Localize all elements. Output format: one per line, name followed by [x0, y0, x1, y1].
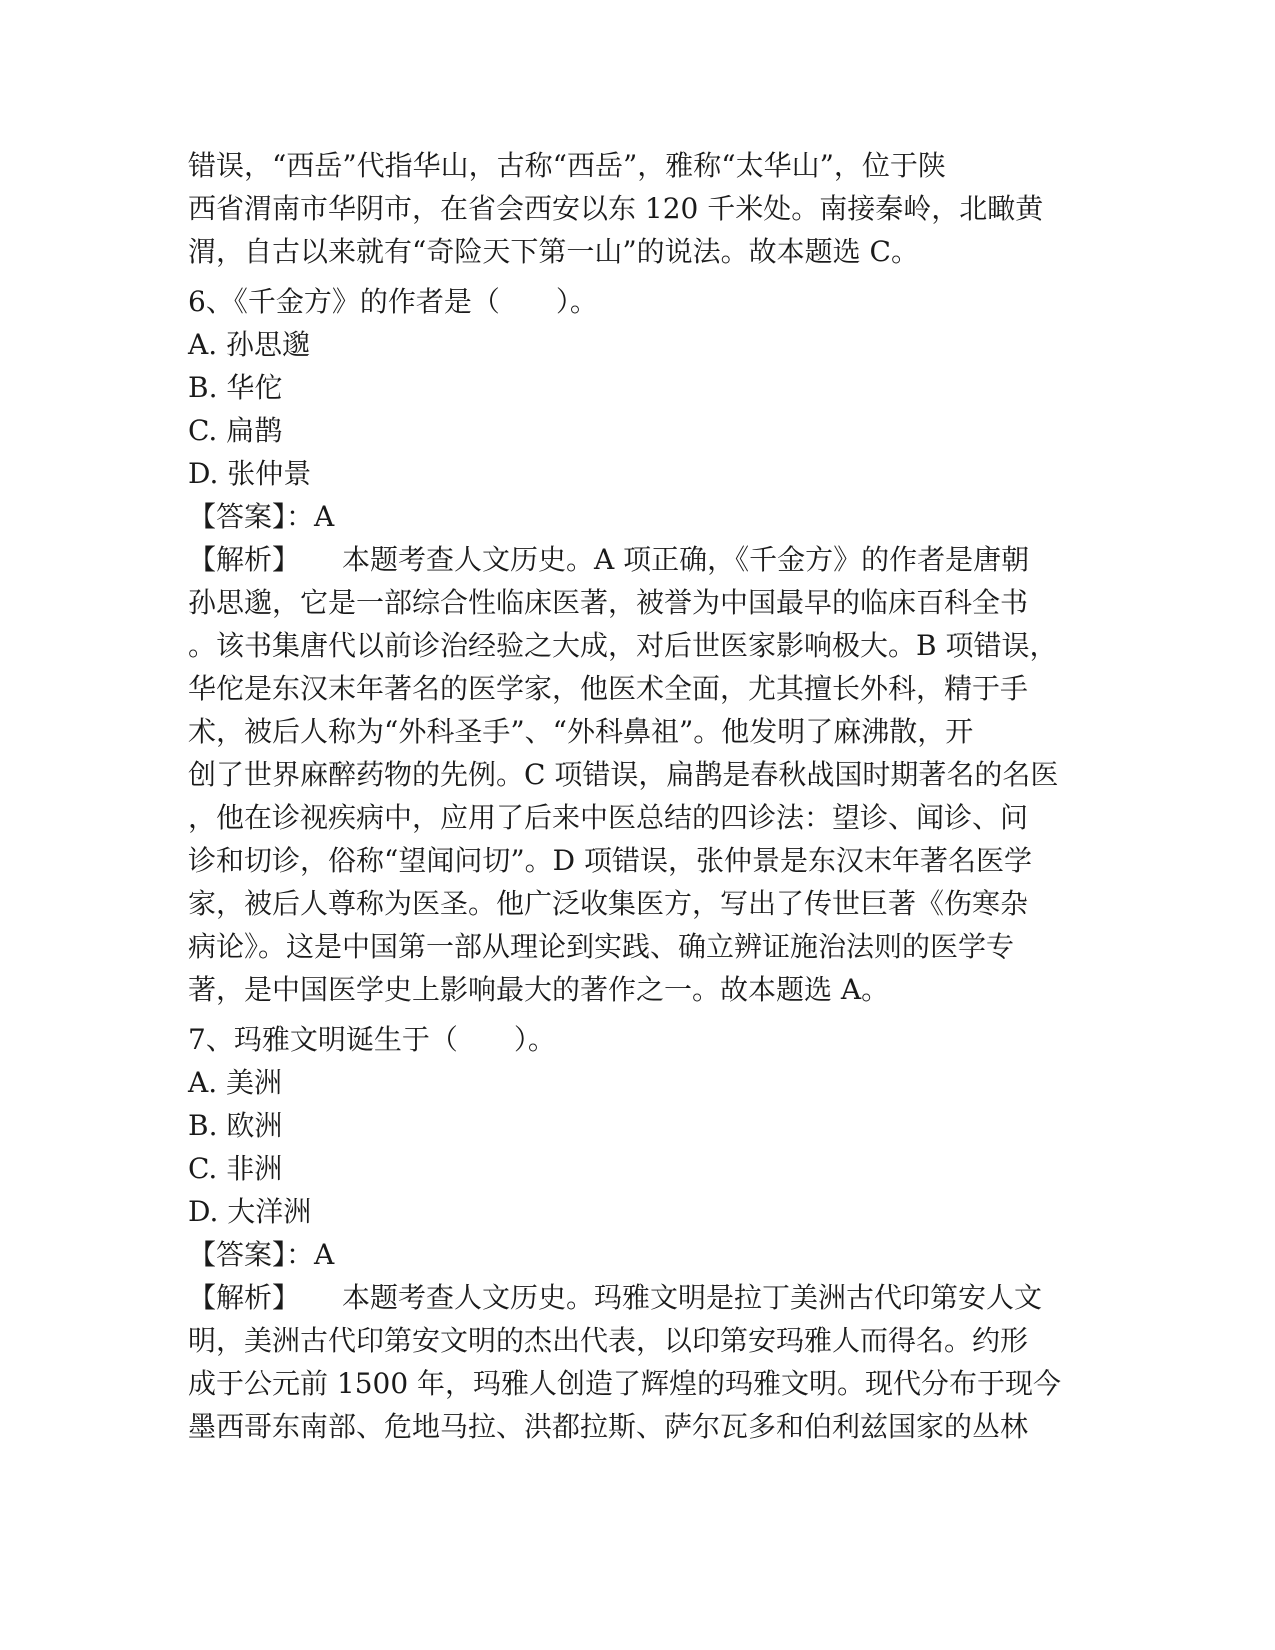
question-6-analysis-line: 本题考查人文历史。A 项正确，《千金方》的作者是唐朝 [342, 543, 1030, 576]
question-7-analysis-line: 本题考查人文历史。玛雅文明是拉丁美洲古代印第安人文 [342, 1281, 1043, 1314]
question-6-option-a: A. 孙思邈 [188, 328, 311, 361]
question-6-analysis-line: 华佗是东汉末年著名的医学家，他医术全面，尤其擅长外科，精于手 [188, 672, 1029, 705]
prev-analysis-block [188, 144, 1088, 273]
question-6-analysis-line: 孙思邈，它是一部综合性临床医著，被誉为中国最早的临床百科全书 [188, 586, 1029, 619]
question-7-text: 7、玛雅文明诞生于（ ）。 [188, 1023, 556, 1056]
question-6-block [188, 280, 1088, 1011]
question-6-analysis-first-line [188, 538, 1088, 581]
question-7-answer: 【答案】：A [188, 1238, 335, 1271]
question-7-analysis-line: 明，美洲古代印第安文明的杰出代表，以印第安玛雅人而得名。约形 [188, 1324, 1029, 1357]
question-6-analysis-line: ，他在诊视疾病中，应用了后来中医总结的四诊法：望诊、闻诊、问 [188, 801, 1029, 834]
question-6-answer: 【答案】：A [188, 500, 335, 533]
question-7-option-b: B. 欧洲 [188, 1109, 283, 1142]
document-content [188, 144, 1088, 1448]
question-6-option-d: D. 张仲景 [188, 457, 312, 490]
question-6-analysis-line: 诊和切诊，俗称“望闻问切”。D 项错误，张仲景是东汉末年著名医学 [188, 844, 1032, 877]
question-6-analysis-line: 病论》。这是中国第一部从理论到实践、确立辨证施治法则的医学专 [188, 930, 1015, 963]
question-6-analysis-line: 术，被后人称为“外科圣手”、“外科鼻祖”。他发明了麻沸散，开 [188, 715, 974, 748]
question-7-analysis-label: 【解析】 [188, 1281, 301, 1314]
question-7-option-a: A. 美洲 [188, 1066, 283, 1099]
question-7-option-c: C. 非洲 [188, 1152, 283, 1185]
question-7-analysis-line: 成于公元前 1500 年，玛雅人创造了辉煌的玛雅文明。现代分布于现今 [188, 1367, 1062, 1400]
question-7-block [188, 1018, 1088, 1448]
prev-analysis-line: 渭，自古以来就有“奇险天下第一山”的说法。故本题选 C。 [188, 235, 919, 268]
question-6-option-c: C. 扁鹊 [188, 414, 283, 447]
question-6-option-b: B. 华佗 [188, 371, 283, 404]
question-6-analysis-line: 著，是中国医学史上影响最大的著作之一。故本题选 A。 [188, 973, 890, 1006]
question-6-analysis-line: 创了世界麻醉药物的先例。C 项错误，扁鹊是春秋战国时期著名的名医 [188, 758, 1059, 791]
question-7-analysis-first-line [188, 1276, 1088, 1319]
question-6-analysis-line: 。该书集唐代以前诊治经验之大成，对后世医家影响极大。B 项错误， [188, 629, 1058, 662]
question-6-analysis-label: 【解析】 [188, 543, 301, 576]
prev-analysis-line: 西省渭南市华阴市，在省会西安以东 120 千米处。南接秦岭，北瞰黄 [188, 192, 1044, 225]
question-7-option-d: D. 大洋洲 [188, 1195, 312, 1228]
prev-analysis-line: 错误，“西岳”代指华山，古称“西岳”，雅称“太华山”，位于陕 [188, 149, 946, 182]
question-7-analysis-line: 墨西哥东南部、危地马拉、洪都拉斯、萨尔瓦多和伯利兹国家的丛林 [188, 1410, 1029, 1443]
question-6-analysis-line: 家，被后人尊称为医圣。他广泛收集医方，写出了传世巨著《伤寒杂 [188, 887, 1029, 920]
question-6-text: 6、《千金方》的作者是（ ）。 [188, 285, 598, 318]
